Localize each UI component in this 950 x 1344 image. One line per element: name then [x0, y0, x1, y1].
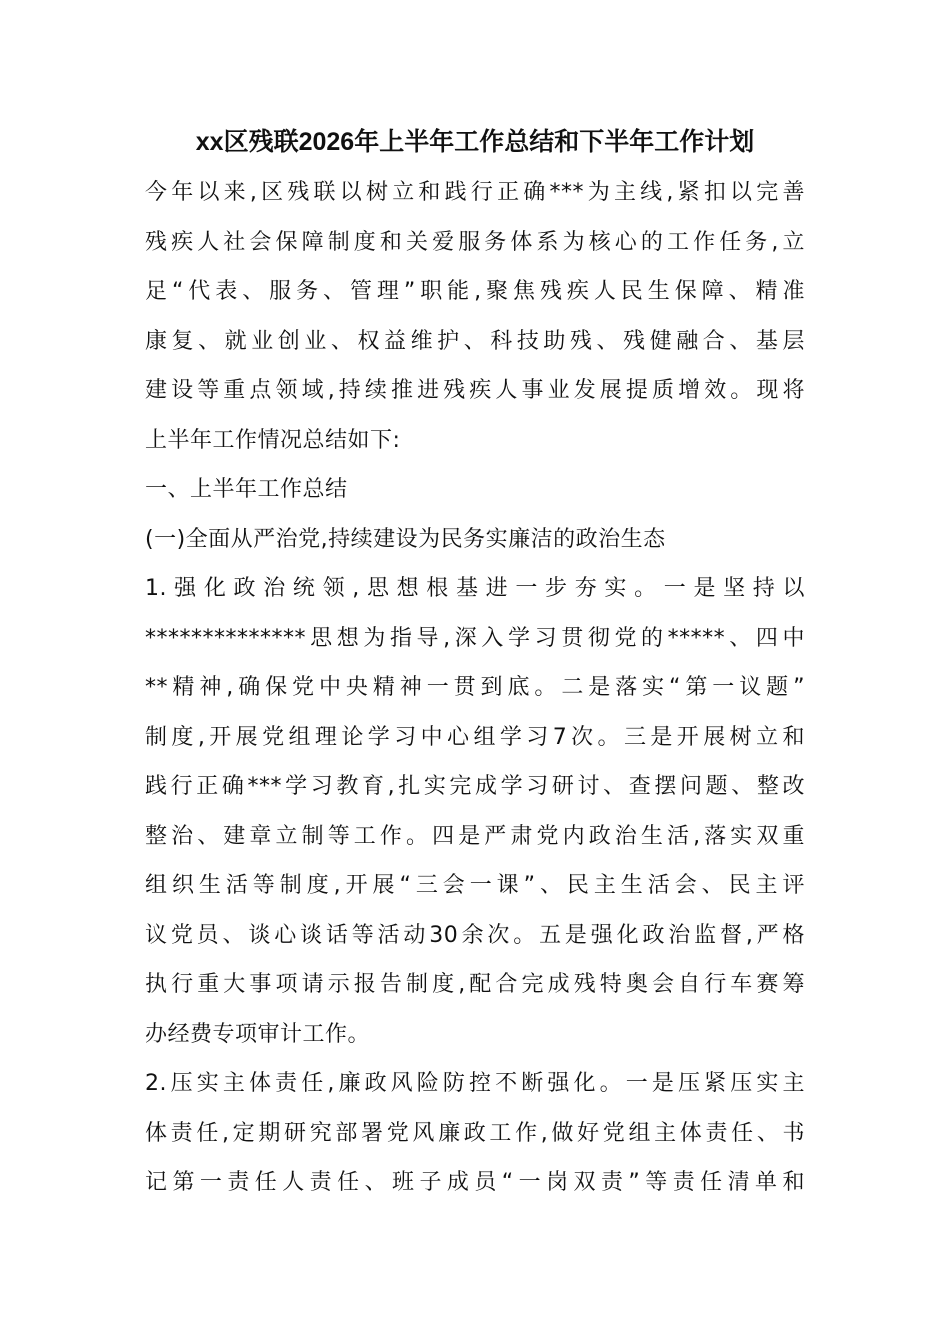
body-line: 践行正确***学习教育,扎实完成学习研讨、查摆问题、整改	[145, 774, 805, 799]
body-line: **************思想为指导,深入学习贯彻党的*****、四中	[145, 625, 805, 651]
body-line: 残疾人社会保障制度和关爱服务体系为核心的工作任务,立	[145, 229, 805, 255]
body-line: 制度,开展党组理论学习中心组学习7次。三是开展树立和	[145, 724, 805, 750]
body-line: 整治、建章立制等工作。四是严肃党内政治生活,落实双重	[145, 823, 805, 849]
body-line: 议党员、谈心谈话等活动30余次。五是强化政治监督,严格	[145, 922, 805, 948]
body-line: 办经费专项审计工作。	[145, 1021, 371, 1047]
body-line: **精神,确保党中央精神一贯到底。二是落实“第一议题”	[145, 675, 805, 700]
body-line: 足“代表、服务、管理”职能,聚焦残疾人民生保障、精准	[145, 279, 805, 304]
body-line: 组织生活等制度,开展“三会一课”、民主生活会、民主评	[145, 873, 805, 898]
body-line: 体责任,定期研究部署党风廉政工作,做好党组主体责任、书	[145, 1120, 805, 1146]
document-title: xx区残联2026年上半年工作总结和下半年工作计划	[195, 128, 755, 156]
body-line: 执行重大事项请示报告制度,配合完成残特奥会自行车赛筹	[145, 972, 805, 997]
body-line: 上半年工作情况总结如下:	[145, 427, 401, 453]
section-heading: 一、上半年工作总结	[145, 477, 348, 502]
document-page	[145, 124, 805, 1208]
document-body	[145, 168, 805, 1208]
body-line: 今年以来,区残联以树立和践行正确***为主线,紧扣以完善	[145, 180, 805, 205]
body-line: 记第一责任人责任、班子成员“一岗双责”等责任清单和	[145, 1170, 805, 1195]
body-line: 建设等重点领域,持续推进残疾人事业发展提质增效。现将	[145, 378, 805, 403]
body-line: 1.强化政治统领,思想根基进一步夯实。一是坚持以	[145, 576, 805, 601]
subsection-heading: (一)全面从严治党,持续建设为民务实廉洁的政治生态	[145, 526, 666, 552]
body-line: 2.压实主体责任,廉政风险防控不断强化。一是压紧压实主	[145, 1071, 805, 1096]
body-line: 康复、就业创业、权益维护、科技助残、残健融合、基层	[145, 328, 805, 354]
